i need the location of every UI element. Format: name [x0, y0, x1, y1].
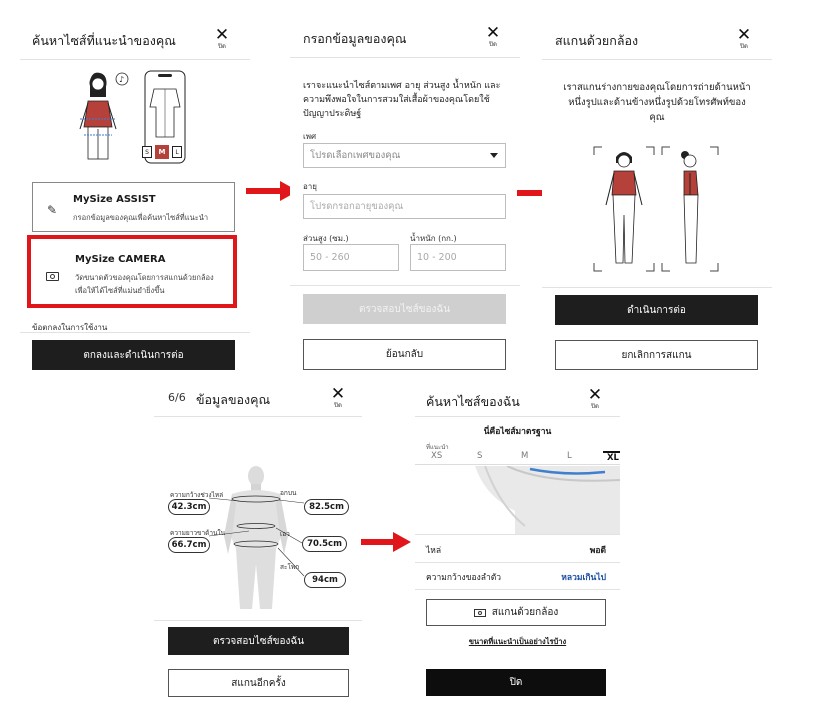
agree-continue-button[interactable]: ตกลงและดำเนินการต่อ: [32, 340, 235, 370]
scan-description-3: คุณ: [649, 112, 665, 123]
hip-label: สะโพก: [280, 563, 300, 571]
panel-enter-info: [290, 15, 520, 375]
divider: [415, 534, 620, 535]
divider: [415, 416, 620, 417]
waist-label: เอว: [280, 530, 290, 538]
height-label: ส่วนสูง (ซม.): [303, 234, 349, 243]
page-title: สแกนด้วยกล้อง: [555, 33, 639, 48]
close-icon: ✕: [214, 25, 230, 45]
panel-camera-scan: [542, 15, 772, 375]
scan-description: เราสแกนร่างกายของคุณโดยการถ่ายด้านหน้า: [563, 82, 751, 93]
divider: [542, 287, 772, 288]
terms-link[interactable]: ข้อตกลงในการใช้งาน: [32, 323, 108, 332]
size-tag-s: S: [142, 146, 152, 158]
panel-your-data: [154, 376, 362, 702]
camera-icon: [46, 272, 59, 281]
gender-label: เพศ: [303, 132, 317, 141]
close-icon: ✕: [330, 384, 346, 404]
camera-icon: [474, 609, 486, 617]
size-tab-l[interactable]: L: [567, 451, 572, 461]
scan-with-camera-button[interactable]: สแกนด้วยกล้อง: [426, 599, 606, 626]
recommended-label: ที่แนะนำ: [426, 444, 449, 451]
continue-button[interactable]: ดำเนินการต่อ: [555, 295, 758, 325]
shoulder-width-label: ความกว้างช่วงไหล่: [170, 491, 224, 499]
size-tab-xs[interactable]: XS: [431, 451, 443, 461]
size-tab-xl[interactable]: XL: [603, 451, 620, 463]
close-bottom-button[interactable]: ปิด: [426, 669, 606, 696]
close-icon: ✕: [485, 23, 501, 43]
divider: [415, 589, 620, 590]
gender-select[interactable]: โปรดเลือกเพศของคุณ: [303, 143, 506, 168]
weight-input[interactable]: 10 - 200: [410, 244, 506, 271]
size-tab-m[interactable]: M: [521, 451, 529, 461]
intro-text-3: ปัญญาประดิษฐ์: [303, 109, 362, 119]
option-description: กรอกข้อมูลของคุณเพื่อค้นหาไซส์ที่แนะนำ: [73, 213, 209, 222]
hip-value: 94cm: [304, 572, 346, 588]
divider: [542, 59, 772, 60]
check-my-size-button[interactable]: ตรวจสอบไซส์ของฉัน: [303, 294, 506, 324]
fit-row-label: ไหล่: [426, 546, 442, 556]
option-description: วัดขนาดตัวของคุณโดยการสแกนด้วยกล้อง: [75, 273, 214, 282]
panel-my-size: [415, 376, 620, 702]
close-button[interactable]: ✕ ปิด: [732, 27, 756, 51]
size-feedback-link[interactable]: ขนาดที่แนะนำเป็นอย่างไรบ้าง: [468, 637, 567, 646]
upper-chest-value: 82.5cm: [304, 499, 349, 515]
scan-description-2: หนึ่งรูปและด้านข้างหนึ่งรูปด้วยโทรศัพท์ของ: [568, 97, 746, 108]
mysize-camera-option[interactable]: [27, 235, 237, 308]
size-tabs: [415, 449, 620, 465]
measurement-lines: [154, 456, 362, 586]
page-title: ค้นหาไซส์ของฉัน: [426, 394, 520, 409]
age-label: อายุ: [303, 182, 317, 191]
step-counter: 6/6: [168, 391, 186, 404]
check-my-size-button[interactable]: ตรวจสอบไซส์ของฉัน: [168, 627, 349, 655]
fit-row-shoulder: [415, 540, 620, 560]
divider: [20, 59, 250, 60]
page-title: กรอกข้อมูลของคุณ: [303, 31, 407, 46]
close-icon: ✕: [587, 385, 603, 405]
option-description-2: เพื่อให้ได้ไซส์ที่แม่นยำยิ่งขึ้น: [75, 286, 165, 295]
divider: [290, 57, 520, 58]
close-button[interactable]: ✕ ปิด: [481, 25, 505, 49]
divider: [20, 332, 250, 333]
close-button[interactable]: ✕ ปิด: [210, 27, 234, 51]
height-input[interactable]: 50 - 260: [303, 244, 399, 271]
standard-size-heading: นี่คือไซส์มาตรฐาน: [483, 427, 552, 437]
upper-chest-label: อกบน: [280, 489, 297, 497]
divider: [415, 562, 620, 563]
divider: [154, 416, 362, 417]
close-icon: ✕: [736, 25, 752, 45]
intro-text-2: ความพึงพอใจในการสวมใส่เสื้อผ้าของคุณโดยใช้: [303, 95, 490, 105]
option-title: MySize CAMERA: [75, 254, 166, 265]
size-tags: [142, 146, 182, 159]
arrow-right-icon: [361, 532, 411, 552]
back-button[interactable]: ย้อนกลับ: [303, 339, 506, 370]
fit-row-body-width: [415, 567, 620, 587]
inseam-value: 66.7cm: [168, 537, 210, 553]
pencil-icon: ✎: [47, 203, 58, 217]
panel-find-recommended-size: [20, 15, 250, 375]
svg-text:♪: ♪: [119, 75, 125, 84]
shoulder-width-value: 42.3cm: [168, 499, 210, 515]
page-title: ค้นหาไซส์ที่แนะนำของคุณ: [32, 33, 176, 48]
divider: [290, 285, 520, 286]
intro-text: เราจะแนะนำไซส์ตามเพศ อายุ ส่วนสูง น้ำหนัก และ: [303, 81, 501, 91]
waist-value: 70.5cm: [302, 536, 347, 552]
garment-fit-image: [415, 466, 620, 534]
fit-row-value: พอดี: [589, 546, 606, 556]
fit-row-label: ความกว้างของลำตัว: [426, 573, 502, 583]
close-button[interactable]: ✕ ปิด: [583, 387, 607, 411]
caret-down-icon: [490, 153, 498, 158]
weight-label: น้ำหนัก (กก.): [410, 234, 457, 243]
option-title: MySize ASSIST: [73, 194, 156, 205]
scan-illustration: [592, 145, 722, 275]
size-tab-s[interactable]: S: [477, 451, 483, 461]
fit-row-value: หลวมเกินไป: [561, 573, 606, 583]
rescan-button[interactable]: สแกนอีกครั้ง: [168, 669, 349, 697]
size-tag-m: M: [155, 145, 169, 159]
age-input[interactable]: โปรดกรอกอายุของคุณ: [303, 194, 506, 219]
cancel-scan-button[interactable]: ยกเลิกการสแกน: [555, 340, 758, 370]
divider: [154, 620, 362, 621]
page-title: ข้อมูลของคุณ: [196, 392, 271, 407]
mysize-assist-option[interactable]: [32, 182, 235, 232]
inseam-label: ความยาวขาด้านใน: [170, 529, 226, 537]
size-tag-l: L: [172, 146, 182, 158]
close-button[interactable]: ✕ ปิด: [326, 386, 350, 410]
